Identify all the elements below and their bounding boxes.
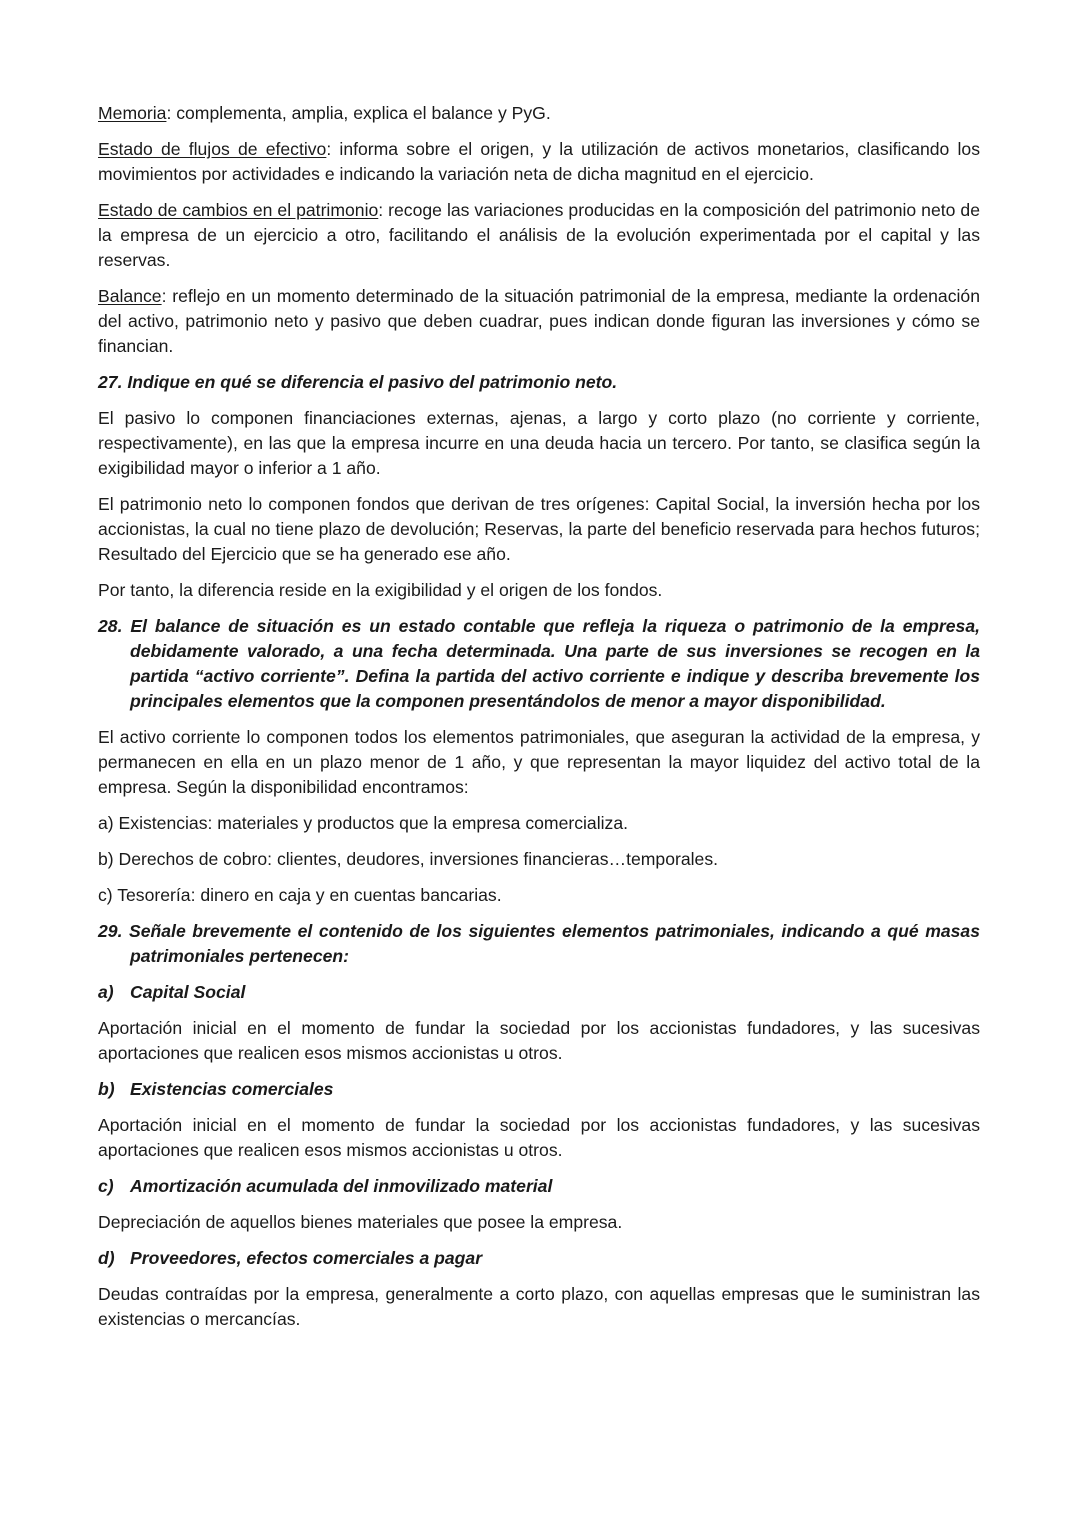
term-memoria: Memoria bbox=[98, 103, 167, 123]
question-28-paragraph-1: El activo corriente lo componen todos los elementos patrimoniales, que aseguran la actividad de la empresa, y permanecen en ella en un plazo menor de 1 año, y que representan la mayor liquidez del activo total de la empresa. Según la disponibilidad encontramos: bbox=[98, 727, 980, 797]
question-27-title: 27. Indique en qué se diferencia el pasivo del patrimonio neto. bbox=[98, 372, 618, 392]
definition-text: : complementa, amplia, explica el balance y PyG. bbox=[166, 103, 551, 123]
question-28-item-a: a) Existencias: materiales y productos que la empresa comercializa. bbox=[98, 813, 628, 833]
question-29-heading-a bbox=[98, 980, 980, 1005]
document-page bbox=[98, 101, 980, 1343]
definition-balance bbox=[98, 284, 980, 359]
definition-text: : recoge las variaciones producidas en la composición del patrimonio neto de la empresa de un ejercicio a otro, facilitando el análisis de la evolución experimentada por el capital y las reservas. bbox=[98, 200, 980, 270]
question-27-paragraph-3: Por tanto, la diferencia reside en la exigibilidad y el origen de los fondos. bbox=[98, 580, 663, 600]
item-heading: Proveedores, efectos comerciales a pagar bbox=[130, 1248, 483, 1268]
question-28-item-b: b) Derechos de cobro: clientes, deudores, inversiones financieras…temporales. bbox=[98, 849, 719, 869]
definition-flujos-efectivo bbox=[98, 137, 980, 187]
question-29-heading-d bbox=[98, 1246, 980, 1271]
question-29-text-a: Aportación inicial en el momento de fundar la sociedad por los accionistas fundadores, y las sucesivas aportaciones que realicen esos mismos accionistas u otros. bbox=[98, 1018, 980, 1063]
item-heading: Capital Social bbox=[130, 982, 246, 1002]
question-29-title: 29. Señale brevemente el contenido de los siguientes elementos patrimoniales, indicando a qué masas patrimoniales pertenecen: bbox=[98, 921, 980, 966]
definition-text: : informa sobre el origen, y la utilización de activos monetarios, clasificando los movimientos por actividades e indicando la variación neta de dicha magnitud en el ejercicio. bbox=[98, 139, 981, 184]
item-heading: Existencias comerciales bbox=[130, 1079, 334, 1099]
question-29-text-b: Aportación inicial en el momento de fundar la sociedad por los accionistas fundadores, y las sucesivas aportaciones que realicen esos mismos accionistas u otros. bbox=[98, 1115, 980, 1160]
definition-text: : reflejo en un momento determinado de la situación patrimonial de la empresa, mediante la ordenación del activo, patrimonio neto y pasivo que deben cuadrar, pues indican donde figuran las inversiones y cómo se financian. bbox=[98, 286, 980, 356]
definition-cambios-patrimonio bbox=[98, 198, 980, 273]
item-letter: a) bbox=[98, 982, 114, 1002]
question-28-item-c: c) Tesorería: dinero en caja y en cuentas bancarias. bbox=[98, 885, 502, 905]
item-letter: b) bbox=[98, 1079, 115, 1099]
question-29-heading-b bbox=[98, 1077, 980, 1102]
term-flujos-efectivo: Estado de flujos de efectivo bbox=[98, 139, 327, 159]
definition-memoria bbox=[98, 101, 980, 126]
question-27-paragraph-1: El pasivo lo componen financiaciones externas, ajenas, a largo y corto plazo (no corriente y corriente, respectivamente), en las que la empresa incurre en una deuda hacia un tercero. Por tanto, se clasifica según la exigibilidad mayor o inferior a 1 año. bbox=[98, 408, 980, 478]
item-letter: d) bbox=[98, 1248, 115, 1268]
question-28-title: 28. El balance de situación es un estado contable que refleja la riqueza o patrimonio de la empresa, debidamente valorado, a una fecha determinada. Una parte de sus inversiones se recogen en la partida “activo corriente”. Defina la partida del activo corriente e indique y describa brevemente los principales elementos que la componen presentándolos de menor a mayor disponibilidad. bbox=[98, 616, 980, 711]
term-balance: Balance bbox=[98, 286, 162, 306]
question-29-heading-c bbox=[98, 1174, 980, 1199]
question-29-text-c: Depreciación de aquellos bienes materiales que posee la empresa. bbox=[98, 1212, 623, 1232]
item-heading: Amortización acumulada del inmovilizado material bbox=[130, 1176, 553, 1196]
question-29-text-d: Deudas contraídas por la empresa, generalmente a corto plazo, con aquellas empresas que le suministran las existencias o mercancías. bbox=[98, 1284, 980, 1329]
question-27-paragraph-2: El patrimonio neto lo componen fondos que derivan de tres orígenes: Capital Social, la inversión hecha por los accionistas, la cual no tiene plazo de devolución; Reservas, la parte del beneficio reservada para hechos futuros; Resultado del Ejercicio que se ha generado ese año. bbox=[98, 494, 980, 564]
item-letter: c) bbox=[98, 1176, 114, 1196]
term-cambios-patrimonio: Estado de cambios en el patrimonio bbox=[98, 200, 379, 220]
